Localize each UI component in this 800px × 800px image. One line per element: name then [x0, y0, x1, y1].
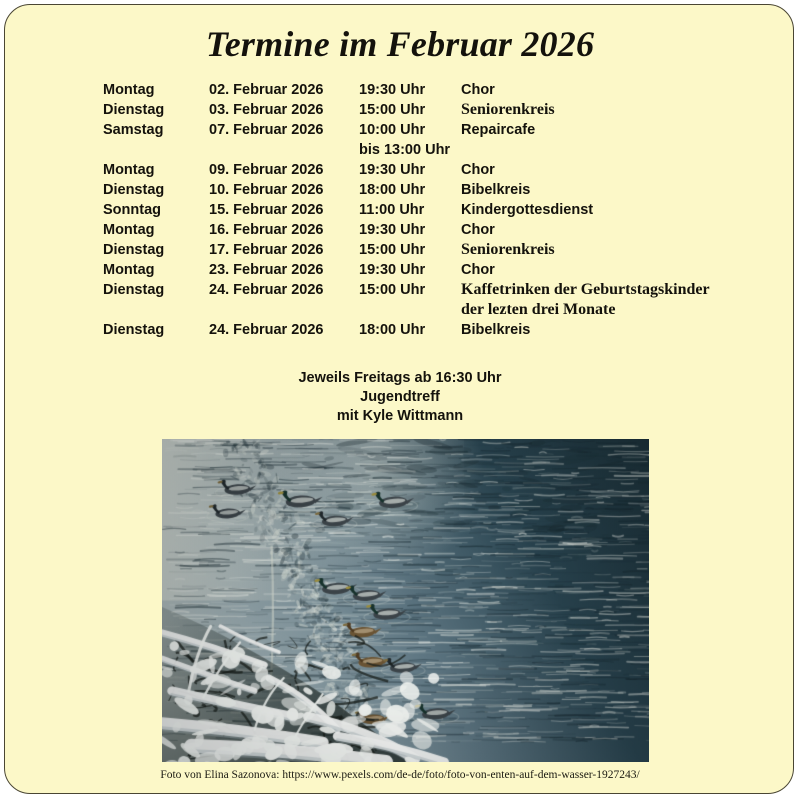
cell-day: Dienstag	[103, 242, 165, 258]
cell-event	[461, 140, 763, 160]
photo-credit: Foto von Elina Sazonova: https://www.pexels.com/de-de/foto/foto-von-enten-auf-dem-wasser-1927243/	[160, 769, 640, 781]
table-row	[103, 240, 763, 260]
cell-event: Kindergottesdienst	[461, 202, 594, 218]
cell-event: Chor	[461, 262, 495, 278]
cell-event: Kaffetrinken der Geburtstagskinder	[461, 281, 710, 298]
cell-event: Seniorenkreis	[461, 241, 555, 258]
duck-pond-photo	[162, 439, 649, 762]
page-title: Termine im Februar 2026	[205, 24, 595, 64]
cell-event: Chor	[461, 162, 495, 178]
cell-date: 16. Februar 2026	[209, 222, 324, 238]
cell-day: Dienstag	[103, 102, 165, 118]
cell-event: der lezten drei Monate	[461, 301, 616, 318]
cell-date: 07. Februar 2026	[209, 122, 324, 138]
cell-date: 23. Februar 2026	[209, 262, 324, 278]
cell-date: 02. Februar 2026	[209, 82, 324, 98]
cell-day: Montag	[103, 222, 155, 238]
cell-time: 19:30 Uhr	[359, 82, 426, 98]
cell-day: Montag	[103, 82, 155, 98]
cell-day: Dienstag	[103, 182, 165, 198]
table-row	[103, 180, 763, 200]
cell-time: bis 13:00 Uhr	[359, 142, 451, 158]
note-line-1: Jeweils Freitags ab 16:30 Uhr	[298, 370, 502, 386]
cell-event: Bibelkreis	[461, 182, 531, 198]
schedule-table	[103, 80, 763, 340]
cell-event: Repaircafe	[461, 122, 536, 138]
cell-day: Sonntag	[103, 202, 161, 218]
cell-date: 03. Februar 2026	[209, 102, 324, 118]
table-row	[103, 320, 763, 340]
recurring-notes	[5, 369, 794, 426]
cell-event: Seniorenkreis	[461, 101, 555, 118]
note-line-3: mit Kyle Wittmann	[336, 408, 464, 424]
cell-time	[359, 300, 461, 320]
table-row	[103, 80, 763, 100]
cell-time: 15:00 Uhr	[359, 282, 426, 298]
cell-day	[103, 300, 209, 320]
cell-time: 19:30 Uhr	[359, 162, 426, 178]
table-row	[103, 120, 763, 140]
cell-time: 19:30 Uhr	[359, 262, 426, 278]
table-row	[103, 200, 763, 220]
cell-date: 09. Februar 2026	[209, 162, 324, 178]
cell-time: 15:00 Uhr	[359, 102, 426, 118]
cell-time: 19:30 Uhr	[359, 222, 426, 238]
duck-pond-photo-canvas	[162, 439, 649, 762]
cell-event: Chor	[461, 222, 495, 238]
cell-day: Dienstag	[103, 282, 165, 298]
cell-time: 18:00 Uhr	[359, 182, 426, 198]
cell-date	[209, 300, 359, 320]
table-row	[103, 260, 763, 280]
cell-time: 18:00 Uhr	[359, 322, 426, 338]
cell-time: 15:00 Uhr	[359, 242, 426, 258]
cell-date: 10. Februar 2026	[209, 182, 324, 198]
table-row	[103, 160, 763, 180]
cell-day: Dienstag	[103, 322, 165, 338]
cell-event: Bibelkreis	[461, 322, 531, 338]
table-row	[103, 280, 763, 300]
cell-date: 24. Februar 2026	[209, 322, 324, 338]
flyer-page	[4, 4, 794, 794]
cell-date: 24. Februar 2026	[209, 282, 324, 298]
cell-date: 15. Februar 2026	[209, 202, 324, 218]
cell-day: Montag	[103, 162, 155, 178]
note-line-2: Jugendtreff	[360, 389, 440, 405]
cell-day	[103, 140, 209, 160]
cell-event: Chor	[461, 82, 495, 98]
cell-day: Samstag	[103, 122, 164, 138]
cell-day: Montag	[103, 262, 155, 278]
cell-date	[209, 140, 359, 160]
cell-time: 10:00 Uhr	[359, 122, 426, 138]
cell-date: 17. Februar 2026	[209, 242, 324, 258]
table-row	[103, 220, 763, 240]
table-row	[103, 300, 763, 320]
table-row	[103, 100, 763, 120]
table-row	[103, 140, 763, 160]
cell-time: 11:00 Uhr	[359, 202, 425, 218]
